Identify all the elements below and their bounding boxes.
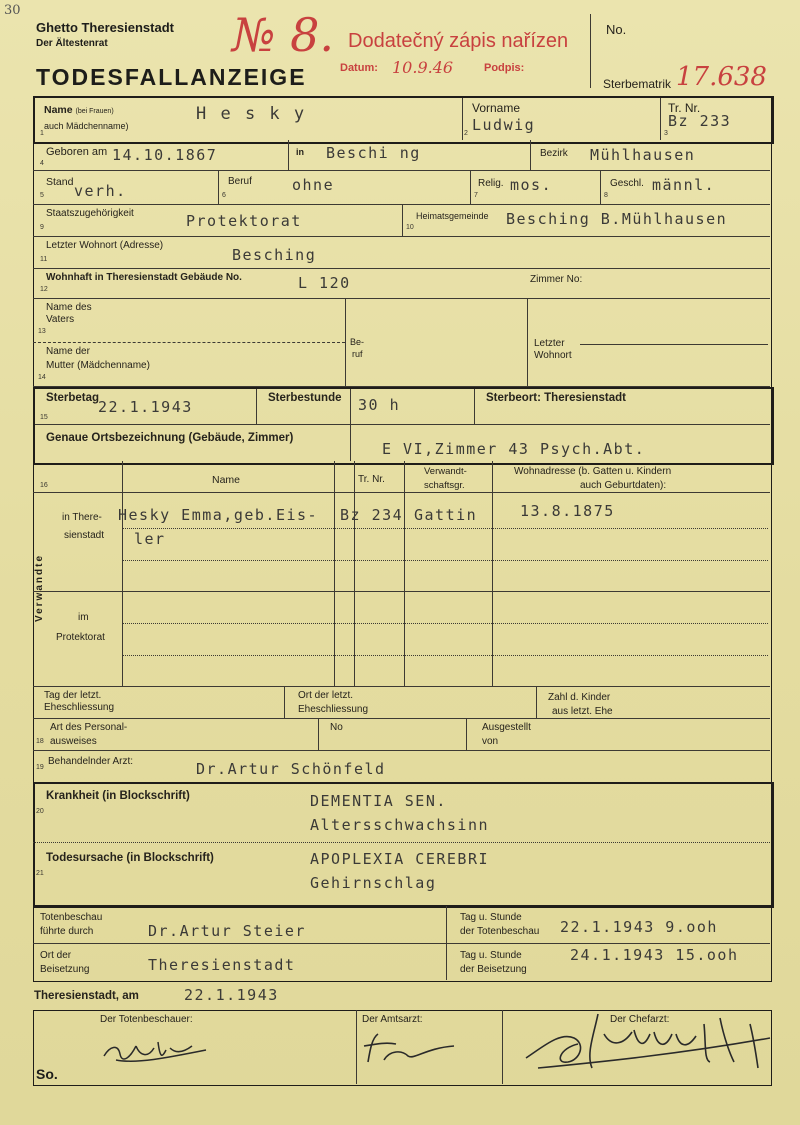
rule bbox=[354, 461, 355, 686]
krankheit-value-2: Altersschwachsinn bbox=[310, 816, 490, 834]
krankheit-value-1: DEMENTIA SEN. bbox=[310, 792, 447, 810]
todesursache-value-2: Gehirnschlag bbox=[310, 874, 437, 892]
rule bbox=[33, 268, 770, 269]
field-num: 7 bbox=[474, 192, 478, 199]
signature-totenbeschauer bbox=[96, 1028, 216, 1068]
rel-col-verwandt-1: Verwandt- bbox=[424, 466, 467, 477]
geboren-value: 14.10.1867 bbox=[112, 146, 218, 164]
rule bbox=[660, 98, 661, 140]
letzter-label-1: Letzter bbox=[534, 338, 565, 349]
tag-toten-2: der Totenbeschau bbox=[460, 926, 540, 937]
zahl-kinder-1: Zahl d. Kinder bbox=[548, 692, 611, 703]
sig-totenbeschauer-label: Der Totenbeschauer: bbox=[100, 1014, 193, 1025]
totenbeschau-value: Dr.Artur Steier bbox=[148, 922, 306, 940]
sterbematrik-label: Sterbematrik bbox=[603, 77, 672, 91]
bezirk-label: Bezirk bbox=[540, 148, 568, 159]
sig-chefarzt-label: Der Chefarzt: bbox=[610, 1014, 670, 1025]
place-date-label: Theresienstadt, am bbox=[34, 990, 139, 1002]
ausweis-2: ausweises bbox=[50, 736, 97, 747]
rule bbox=[446, 906, 447, 980]
vater-label-1: Name des bbox=[46, 302, 92, 313]
field-num: 12 bbox=[40, 286, 48, 293]
field-num: 10 bbox=[406, 224, 414, 231]
rule bbox=[466, 718, 467, 750]
rel-col-verwandt-2: schaftsgr. bbox=[424, 480, 465, 491]
stamp-podpis-label: Podpis: bbox=[484, 62, 525, 74]
rule bbox=[334, 461, 335, 686]
totenbeschau-2: führte durch bbox=[40, 926, 94, 937]
sterbeort-label: Sterbeort: Theresienstadt bbox=[486, 392, 626, 404]
field-num: 1 bbox=[40, 130, 44, 137]
rel-row-trnr: Bz 234 bbox=[340, 506, 404, 524]
sterbestunde-value: 30 h bbox=[358, 396, 401, 414]
rule bbox=[33, 298, 770, 299]
rel-group1-1: in There- bbox=[62, 512, 102, 523]
rule bbox=[33, 686, 770, 687]
ort-ehe-1: Ort der letzt. bbox=[298, 690, 354, 701]
rel-group2-1: im bbox=[78, 612, 89, 623]
orts-value: E VI,Zimmer 43 Psych.Abt. bbox=[382, 440, 646, 458]
rule bbox=[33, 342, 345, 343]
stand-label: Stand bbox=[46, 176, 74, 188]
rule bbox=[474, 389, 475, 424]
todesursache-label: Todesursache (in Blockschrift) bbox=[46, 852, 214, 864]
field-num: 16 bbox=[40, 482, 48, 489]
field-num: 20 bbox=[36, 808, 44, 815]
wohnort-label: Letzter Wohnort (Adresse) bbox=[46, 240, 164, 251]
name-box bbox=[33, 96, 774, 144]
rule bbox=[33, 842, 770, 843]
field-num: 6 bbox=[222, 192, 226, 199]
sig-amtsarzt-label: Der Amtsarzt: bbox=[362, 1014, 423, 1025]
rel-group2-2: Protektorat bbox=[56, 632, 105, 643]
handwritten-number: № 8. bbox=[232, 8, 335, 62]
rule bbox=[402, 204, 403, 236]
rule bbox=[122, 461, 123, 686]
rule bbox=[580, 344, 768, 345]
name-value: H e s k y bbox=[196, 104, 307, 124]
rule bbox=[470, 170, 471, 204]
rule bbox=[33, 591, 770, 592]
rule bbox=[318, 718, 319, 750]
ort-beisetz-value: Theresienstadt bbox=[148, 956, 296, 974]
geschl-value: männl. bbox=[652, 176, 716, 194]
rule bbox=[502, 1010, 503, 1084]
field-num: 14 bbox=[38, 374, 46, 381]
field-num: 19 bbox=[36, 764, 44, 771]
rel-row-name: Hesky Emma,geb.Eis- bbox=[118, 506, 319, 524]
signature-chefarzt bbox=[520, 1004, 780, 1084]
relig-value: mos. bbox=[510, 176, 553, 194]
ort-beisetz-2: Beisetzung bbox=[40, 964, 90, 975]
rule bbox=[600, 170, 601, 204]
geboren-label: Geboren am bbox=[46, 146, 108, 158]
header-divider bbox=[590, 14, 591, 88]
signature-amtsarzt bbox=[356, 1020, 476, 1070]
field-num: 15 bbox=[40, 414, 48, 421]
name-label-2: auch Mädchenname) bbox=[44, 121, 129, 131]
tag-toten-1: Tag u. Stunde bbox=[460, 912, 522, 923]
rel-col-wohn-2: auch Geburtdaten): bbox=[580, 480, 667, 491]
rule bbox=[33, 170, 770, 171]
rule bbox=[33, 492, 770, 493]
zimmer-label: Zimmer No: bbox=[530, 274, 583, 285]
tag-toten-value: 22.1.1943 9.ooh bbox=[560, 918, 718, 936]
field-num: 13 bbox=[38, 328, 46, 335]
rule bbox=[33, 750, 770, 751]
name-label: Name bbox=[44, 104, 73, 116]
tag-beisetz-value: 24.1.1943 15.ooh bbox=[570, 946, 739, 964]
vater-label-2: Vaters bbox=[46, 314, 75, 325]
name-label-sub: (bei Frauen) bbox=[75, 108, 114, 115]
rule bbox=[33, 943, 770, 944]
ort-beisetz-1: Ort der bbox=[40, 950, 72, 961]
todesursache-value-1: APOPLEXIA CEREBRI bbox=[310, 850, 490, 868]
rule bbox=[35, 424, 770, 425]
stand-value: verh. bbox=[74, 182, 127, 200]
field-num: 3 bbox=[664, 130, 668, 137]
relig-label: Relig. bbox=[478, 178, 504, 189]
arzt-label: Behandelnder Arzt: bbox=[48, 756, 134, 767]
field-num: 4 bbox=[40, 160, 44, 167]
zahl-kinder-2: aus letzt. Ehe bbox=[552, 706, 613, 717]
rel-group1-2: sienstadt bbox=[64, 530, 105, 541]
place-date-value: 22.1.1943 bbox=[184, 986, 279, 1004]
rule bbox=[284, 686, 285, 718]
rule bbox=[218, 170, 219, 204]
rule bbox=[350, 389, 351, 461]
rule bbox=[33, 236, 770, 237]
field-num: 8 bbox=[604, 192, 608, 199]
rel-row-verwandt: Gattin bbox=[414, 506, 478, 524]
rule bbox=[122, 560, 768, 561]
rel-row-wohn: 13.8.1875 bbox=[520, 502, 615, 520]
heimat-label: Heimatsgemeinde bbox=[416, 211, 489, 221]
geschl-label: Geschl. bbox=[610, 178, 644, 189]
rel-col-wohn-1: Wohnadresse (b. Gatten u. Kindern bbox=[514, 466, 672, 477]
rule bbox=[345, 298, 346, 386]
vorname-label: Vorname bbox=[472, 101, 521, 115]
rule bbox=[33, 718, 770, 719]
vorname-value: Ludwig bbox=[472, 116, 536, 134]
rule bbox=[492, 461, 493, 686]
bottom-mark: So. bbox=[36, 1066, 58, 1082]
rule bbox=[288, 140, 289, 170]
rule bbox=[122, 528, 768, 529]
sterbetag-value: 22.1.1943 bbox=[98, 398, 193, 416]
org-line1: Ghetto Theresienstadt bbox=[36, 20, 174, 35]
ausweis-no-label: No bbox=[330, 722, 343, 733]
ausgestellt-1: Ausgestellt bbox=[482, 722, 531, 733]
rel-col-trnr: Tr. Nr. bbox=[358, 474, 385, 485]
arzt-value: Dr.Artur Schönfeld bbox=[196, 760, 386, 778]
page-mark: 30 bbox=[4, 3, 21, 18]
no-label: No. bbox=[606, 22, 627, 37]
trnr-label: Tr. Nr. bbox=[668, 101, 701, 115]
wohnhaft-label: Wohnhaft in Theresienstadt Gebäude No. bbox=[46, 272, 242, 283]
bezirk-value: Mühlhausen bbox=[590, 146, 696, 164]
wohnort-value: Besching bbox=[232, 246, 317, 264]
field-num: 2 bbox=[464, 130, 468, 137]
krankheit-label: Krankheit (in Blockschrift) bbox=[46, 790, 190, 802]
tag-ehe-2: Eheschliessung bbox=[44, 702, 115, 713]
rel-row-name: ler bbox=[134, 530, 166, 548]
rule bbox=[122, 623, 768, 624]
stamp-datum-label: Datum: bbox=[340, 62, 378, 74]
mutter-label-1: Name der bbox=[46, 346, 90, 357]
rule bbox=[256, 389, 257, 424]
ausweis-1: Art des Personal- bbox=[50, 722, 128, 733]
sterbematrik-value: 17.638 bbox=[676, 62, 767, 92]
rel-col-name: Name bbox=[212, 474, 241, 486]
field-num: 11 bbox=[40, 256, 48, 263]
mutter-label-2: Mutter (Mädchenname) bbox=[46, 360, 150, 371]
sterbestunde-label: Sterbestunde bbox=[268, 392, 342, 404]
field-num: 18 bbox=[36, 738, 44, 745]
totenbeschau-1: Totenbeschau bbox=[40, 912, 103, 923]
letzter-label-2: Wohnort bbox=[534, 350, 572, 361]
form-title: TODESFALLANZEIGE bbox=[36, 64, 307, 90]
rule bbox=[527, 298, 528, 386]
rule bbox=[122, 655, 768, 656]
tag-beisetz-1: Tag u. Stunde bbox=[460, 950, 522, 961]
tag-ehe-1: Tag der letzt. bbox=[44, 690, 102, 701]
stamp-text: Dodatečný zápis nařízen bbox=[348, 30, 569, 52]
rel-side-label: Verwandte bbox=[34, 553, 46, 623]
orts-label: Genaue Ortsbezeichnung (Gebäude, Zimmer) bbox=[46, 432, 294, 444]
in-value: Beschi ng bbox=[326, 144, 421, 162]
beruf-label: Beruf bbox=[228, 176, 252, 187]
beruf-value: ohne bbox=[292, 176, 335, 194]
staat-label: Staatszugehörigkeit bbox=[46, 208, 134, 219]
wohnhaft-value: L 120 bbox=[298, 274, 351, 292]
staat-value: Protektorat bbox=[186, 212, 302, 230]
beruf2-label-2: ruf bbox=[352, 349, 363, 359]
rule bbox=[536, 686, 537, 718]
org-line2: Der Ältestenrat bbox=[36, 38, 108, 49]
stamp-datum-value: 10.9.46 bbox=[392, 58, 454, 77]
ausgestellt-2: von bbox=[482, 736, 499, 747]
field-num: 21 bbox=[36, 870, 44, 877]
rule bbox=[530, 140, 531, 170]
heimat-value: Besching B.Mühlhausen bbox=[506, 210, 728, 228]
field-num: 9 bbox=[40, 224, 44, 231]
trnr-value: Bz 233 bbox=[668, 112, 732, 130]
rule bbox=[404, 461, 405, 686]
ort-ehe-2: Eheschliessung bbox=[298, 704, 369, 715]
rule bbox=[462, 98, 463, 140]
beruf2-label-1: Be- bbox=[350, 337, 365, 347]
tag-beisetz-2: der Beisetzung bbox=[460, 964, 527, 975]
field-num: 5 bbox=[40, 192, 44, 199]
sterbetag-label: Sterbetag bbox=[46, 392, 100, 404]
in-label: in bbox=[296, 147, 304, 157]
